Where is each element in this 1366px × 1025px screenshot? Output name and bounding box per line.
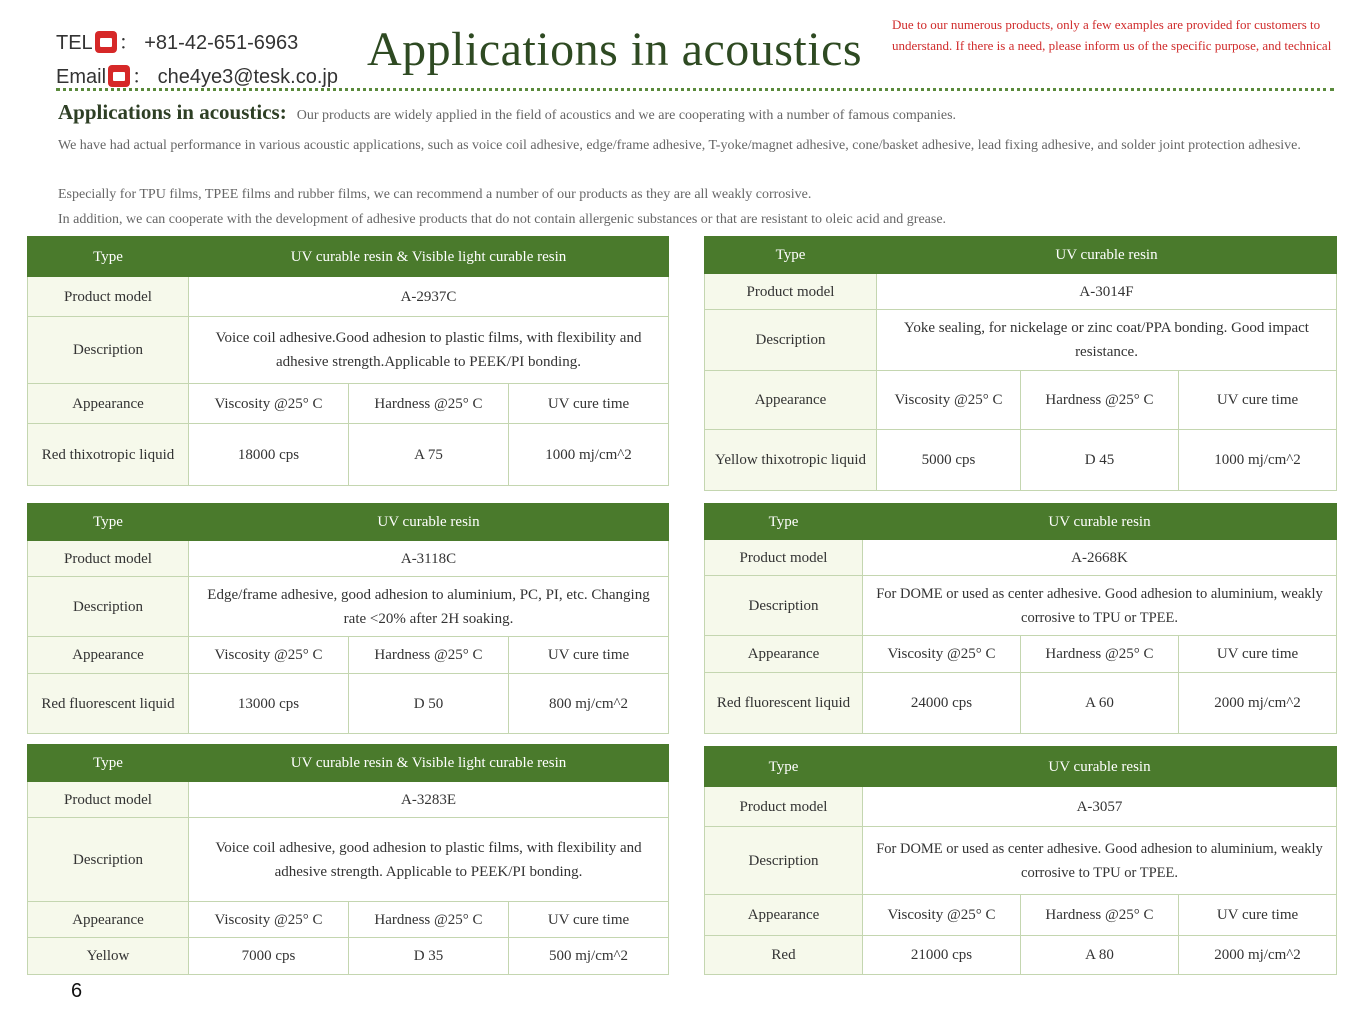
spec-table-a3283e bbox=[27, 744, 669, 975]
hardness-value: D 50 bbox=[349, 674, 509, 734]
email-label: Email bbox=[56, 66, 107, 88]
spec-table-a3118c bbox=[27, 503, 669, 734]
mailbox-icon bbox=[108, 65, 130, 87]
cure-time-header: UV cure time bbox=[509, 902, 669, 938]
viscosity-value: 18000 cps bbox=[189, 424, 349, 486]
intro-heading: Applications in acoustics: bbox=[58, 100, 287, 124]
cure-time-header: UV cure time bbox=[509, 637, 669, 674]
viscosity-header: Viscosity @25° C bbox=[877, 371, 1021, 430]
type-label: Type bbox=[28, 745, 189, 782]
appearance-value: Red bbox=[705, 936, 863, 975]
cure-time-header: UV cure time bbox=[1179, 636, 1337, 673]
viscosity-header: Viscosity @25° C bbox=[863, 895, 1021, 936]
description-label: Description bbox=[705, 576, 863, 636]
hardness-header: Hardness @25° C bbox=[1021, 636, 1179, 673]
product-model-label: Product model bbox=[705, 787, 863, 827]
viscosity-value: 21000 cps bbox=[863, 936, 1021, 975]
product-model-value: A-2668K bbox=[863, 540, 1337, 576]
appearance-label: Appearance bbox=[705, 371, 877, 430]
cure-time-value: 1000 mj/cm^2 bbox=[1179, 430, 1337, 491]
hardness-header: Hardness @25° C bbox=[349, 902, 509, 938]
type-value: UV curable resin bbox=[863, 504, 1337, 540]
hardness-value: A 60 bbox=[1021, 673, 1179, 734]
type-label: Type bbox=[28, 504, 189, 541]
hardness-value: A 80 bbox=[1021, 936, 1179, 975]
cure-time-header: UV cure time bbox=[1179, 371, 1337, 430]
hardness-header: Hardness @25° C bbox=[349, 637, 509, 674]
type-value: UV curable resin bbox=[189, 504, 669, 541]
tel-label: TEL bbox=[56, 32, 93, 54]
type-label: Type bbox=[705, 747, 863, 787]
cure-time-value: 1000 mj/cm^2 bbox=[509, 424, 669, 486]
viscosity-value: 13000 cps bbox=[189, 674, 349, 734]
description-value: Yoke sealing, for nickelage or zinc coat/PPA bonding. Good impact resistance. bbox=[877, 310, 1337, 371]
tel-separator: ： bbox=[118, 32, 139, 54]
email-address[interactable]: che4ye3@tesk.co.jp bbox=[157, 66, 338, 88]
product-model-label: Product model bbox=[28, 277, 189, 317]
intro-lead: Our products are widely applied in the field of acoustics and we are cooperating with a number of famous companies. bbox=[296, 108, 957, 123]
intro-paragraph-2: Especially for TPU films, TPEE films and rubber films, we can recommend a number of our products as they are all weakly corrosive. bbox=[58, 187, 812, 202]
appearance-label: Appearance bbox=[28, 637, 189, 674]
cure-time-header: UV cure time bbox=[509, 384, 669, 424]
type-value: UV curable resin & Visible light curable resin bbox=[189, 745, 669, 782]
hardness-value: D 45 bbox=[1021, 430, 1179, 491]
product-model-label: Product model bbox=[28, 782, 189, 818]
appearance-value: Yellow bbox=[28, 938, 189, 975]
product-model-label: Product model bbox=[28, 541, 189, 577]
intro-heading-row bbox=[58, 100, 956, 125]
type-value: UV curable resin & Visible light curable resin bbox=[189, 237, 669, 277]
hardness-header: Hardness @25° C bbox=[1021, 371, 1179, 430]
description-label: Description bbox=[28, 818, 189, 902]
hardness-value: A 75 bbox=[349, 424, 509, 486]
notice-text: Due to our numerous products, only a few examples are provided for customers to understand. If there is a need, please inform us of the specific purpose, and technical bbox=[892, 17, 1332, 53]
appearance-label: Appearance bbox=[28, 902, 189, 938]
product-model-value: A-3057 bbox=[863, 787, 1337, 827]
hardness-header: Hardness @25° C bbox=[1021, 895, 1179, 936]
product-model-value: A-3014F bbox=[877, 274, 1337, 310]
type-value: UV curable resin bbox=[863, 747, 1337, 787]
type-label: Type bbox=[28, 237, 189, 277]
product-model-label: Product model bbox=[705, 540, 863, 576]
appearance-value: Red thixotropic liquid bbox=[28, 424, 189, 486]
divider bbox=[56, 88, 1334, 91]
intro-paragraph-3: In addition, we can cooperate with the development of adhesive products that do not contain allergenic substances or that are resistant to oleic acid and grease. bbox=[58, 212, 947, 227]
viscosity-header: Viscosity @25° C bbox=[863, 636, 1021, 673]
cure-time-value: 2000 mj/cm^2 bbox=[1179, 673, 1337, 734]
description-value: For DOME or used as center adhesive. Good adhesion to aluminium, weakly corrosive to TPU or TPEE. bbox=[863, 827, 1337, 895]
appearance-label: Appearance bbox=[705, 895, 863, 936]
description-label: Description bbox=[28, 577, 189, 637]
spec-table-a3057 bbox=[704, 746, 1337, 975]
viscosity-header: Viscosity @25° C bbox=[189, 384, 349, 424]
hardness-value: D 35 bbox=[349, 938, 509, 975]
telephone-icon bbox=[95, 31, 117, 53]
type-value: UV curable resin bbox=[877, 237, 1337, 274]
description-label: Description bbox=[705, 310, 877, 371]
product-model-value: A-3283E bbox=[189, 782, 669, 818]
appearance-label: Appearance bbox=[705, 636, 863, 673]
page-title: Applications in acoustics bbox=[367, 23, 863, 76]
hardness-header: Hardness @25° C bbox=[349, 384, 509, 424]
page-number: 6 bbox=[71, 980, 83, 1002]
tel-number[interactable]: +81-42-651-6963 bbox=[144, 32, 299, 54]
description-value: For DOME or used as center adhesive. Good adhesion to aluminium, weakly corrosive to TPU or TPEE. bbox=[863, 576, 1337, 636]
phone-line bbox=[56, 26, 298, 55]
product-model-label: Product model bbox=[705, 274, 877, 310]
description-value: Voice coil adhesive, good adhesion to plastic films, with flexibility and adhesive strength. Applicable to PEEK/PI bonding. bbox=[189, 818, 669, 902]
description-value: Voice coil adhesive.Good adhesion to plastic films, with flexibility and adhesive strength.Applicable to PEEK/PI bonding. bbox=[189, 317, 669, 384]
appearance-value: Yellow thixotropic liquid bbox=[705, 430, 877, 491]
cure-time-value: 500 mj/cm^2 bbox=[509, 938, 669, 975]
appearance-label: Appearance bbox=[28, 384, 189, 424]
description-label: Description bbox=[28, 317, 189, 384]
type-label: Type bbox=[705, 504, 863, 540]
appearance-value: Red fluorescent liquid bbox=[705, 673, 863, 734]
email-separator: ： bbox=[132, 66, 153, 88]
spec-table-a2668k bbox=[704, 503, 1337, 734]
description-label: Description bbox=[705, 827, 863, 895]
cure-time-value: 800 mj/cm^2 bbox=[509, 674, 669, 734]
viscosity-value: 24000 cps bbox=[863, 673, 1021, 734]
appearance-value: Red fluorescent liquid bbox=[28, 674, 189, 734]
cure-time-value: 2000 mj/cm^2 bbox=[1179, 936, 1337, 975]
type-label: Type bbox=[705, 237, 877, 274]
viscosity-header: Viscosity @25° C bbox=[189, 902, 349, 938]
description-value: Edge/frame adhesive, good adhesion to aluminium, PC, PI, etc. Changing rate <20% after 2H soaking. bbox=[189, 577, 669, 637]
spec-table-a3014f bbox=[704, 236, 1337, 491]
viscosity-value: 7000 cps bbox=[189, 938, 349, 975]
email-line bbox=[56, 60, 338, 89]
intro-paragraph-1: We have had actual performance in various acoustic applications, such as voice coil adhesive, edge/frame adhesive, T-yoke/magnet adhesive, cone/basket adhesive, lead fixing adhesive, and solder joint protection adhesive. bbox=[58, 138, 1301, 153]
product-model-value: A-3118C bbox=[189, 541, 669, 577]
spec-table-a2937c bbox=[27, 236, 669, 486]
viscosity-header: Viscosity @25° C bbox=[189, 637, 349, 674]
viscosity-value: 5000 cps bbox=[877, 430, 1021, 491]
product-model-value: A-2937C bbox=[189, 277, 669, 317]
cure-time-header: UV cure time bbox=[1179, 895, 1337, 936]
